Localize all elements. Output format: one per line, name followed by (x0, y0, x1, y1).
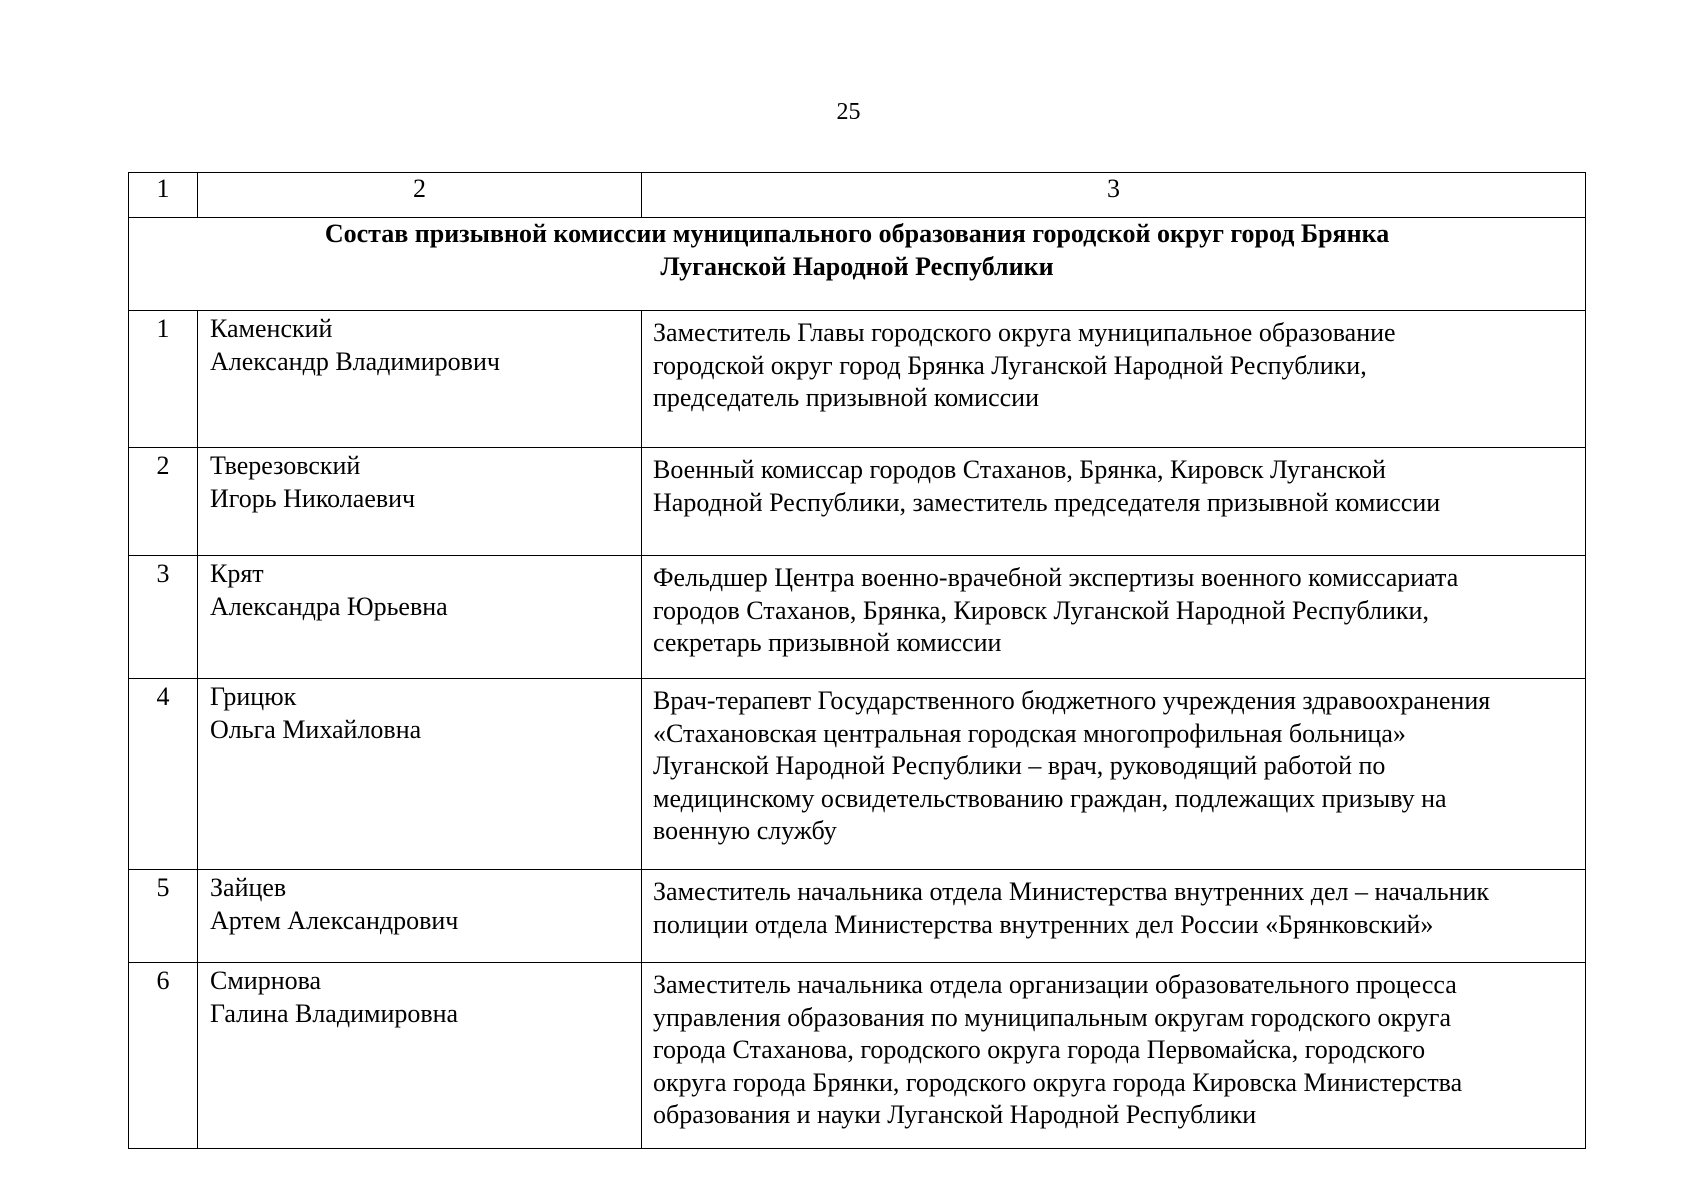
member-position (642, 963, 1586, 1149)
position-line: военную службу (653, 816, 837, 845)
position-line: Заместитель Главы городского округа муниципальное образование (653, 318, 1396, 347)
member-position (642, 870, 1586, 963)
member-given-names: Артем Александрович (210, 905, 459, 935)
position-line: городов Стаханов, Брянка, Кировск Луганской Народной Республики, (653, 595, 1429, 625)
member-given-names: Александра Юрьевна (210, 591, 448, 621)
position-line: округа города Брянки, городского округа города Кировска Министерства (653, 1067, 1463, 1097)
position-line: образования и науки Луганской Народной Республики (653, 1100, 1257, 1129)
table-row (129, 679, 1586, 870)
column-number-row (129, 173, 1586, 218)
position-line: управления образования по муниципальным округам городского округа (653, 1002, 1452, 1032)
table-row (129, 963, 1586, 1149)
member-position (642, 448, 1586, 556)
row-number: 3 (129, 556, 198, 679)
member-name (198, 311, 642, 448)
member-surname: Тверезовский (210, 451, 361, 480)
member-given-names: Александр Владимирович (210, 346, 500, 376)
section-title-line-2: Луганской Народной Республики (660, 251, 1054, 281)
member-surname: Крят (210, 559, 264, 588)
member-name (198, 679, 642, 870)
column-number-2: 2 (198, 173, 642, 218)
member-position (642, 679, 1586, 870)
position-line: Заместитель начальника отдела организации образовательного процесса (653, 970, 1457, 999)
member-name (198, 963, 642, 1149)
member-name (198, 556, 642, 679)
commission-table (128, 172, 1586, 1149)
position-line: Врач-терапевт Государственного бюджетного учреждения здравоохранения (653, 686, 1491, 715)
row-number: 1 (129, 311, 198, 448)
position-line: «Стахановская центральная городская многопрофильная больница» (653, 718, 1406, 748)
position-line: председатель призывной комиссии (653, 383, 1039, 412)
row-number: 2 (129, 448, 198, 556)
member-name (198, 870, 642, 963)
table-row (129, 556, 1586, 679)
position-line: городской округ город Брянка Луганской Народной Республики, (653, 350, 1367, 380)
member-given-names: Ольга Михайловна (210, 714, 422, 744)
position-line: полиции отдела Министерства внутренних дел России «Брянковский» (653, 909, 1434, 939)
position-line: Военный комиссар городов Стаханов, Брянка, Кировск Луганской (653, 455, 1386, 484)
page-number: 25 (836, 99, 861, 125)
table-row (129, 448, 1586, 556)
member-surname: Грицюк (210, 682, 297, 711)
table-row (129, 311, 1586, 448)
member-position (642, 311, 1586, 448)
member-position (642, 556, 1586, 679)
section-title (129, 218, 1586, 311)
member-name (198, 448, 642, 556)
section-title-row (129, 218, 1586, 311)
member-given-names: Галина Владимировна (210, 998, 459, 1028)
position-line: города Стаханова, городского округа города Первомайска, городского (653, 1035, 1426, 1064)
row-number: 5 (129, 870, 198, 963)
column-number-1: 1 (129, 173, 198, 218)
table-row (129, 870, 1586, 963)
position-line: секретарь призывной комиссии (653, 628, 1002, 657)
section-title-line-1: Состав призывной комиссии муниципального образования городской округ город Брянка (324, 219, 1390, 248)
member-surname: Смирнова (210, 966, 322, 995)
member-surname: Зайцев (210, 873, 287, 902)
position-line: Луганской Народной Республики – врач, руководящий работой по (653, 751, 1386, 780)
member-surname: Каменский (210, 314, 333, 343)
position-line: медицинскому освидетельствованию граждан, подлежащих призыву на (653, 783, 1447, 813)
position-line: Народной Республики, заместитель председателя призывной комиссии (653, 487, 1441, 517)
position-line: Заместитель начальника отдела Министерства внутренних дел – начальник (653, 877, 1490, 906)
row-number: 6 (129, 963, 198, 1149)
column-number-3: 3 (642, 173, 1586, 218)
member-given-names: Игорь Николаевич (210, 483, 416, 513)
position-line: Фельдшер Центра военно-врачебной экспертизы военного комиссариата (653, 563, 1459, 592)
row-number: 4 (129, 679, 198, 870)
